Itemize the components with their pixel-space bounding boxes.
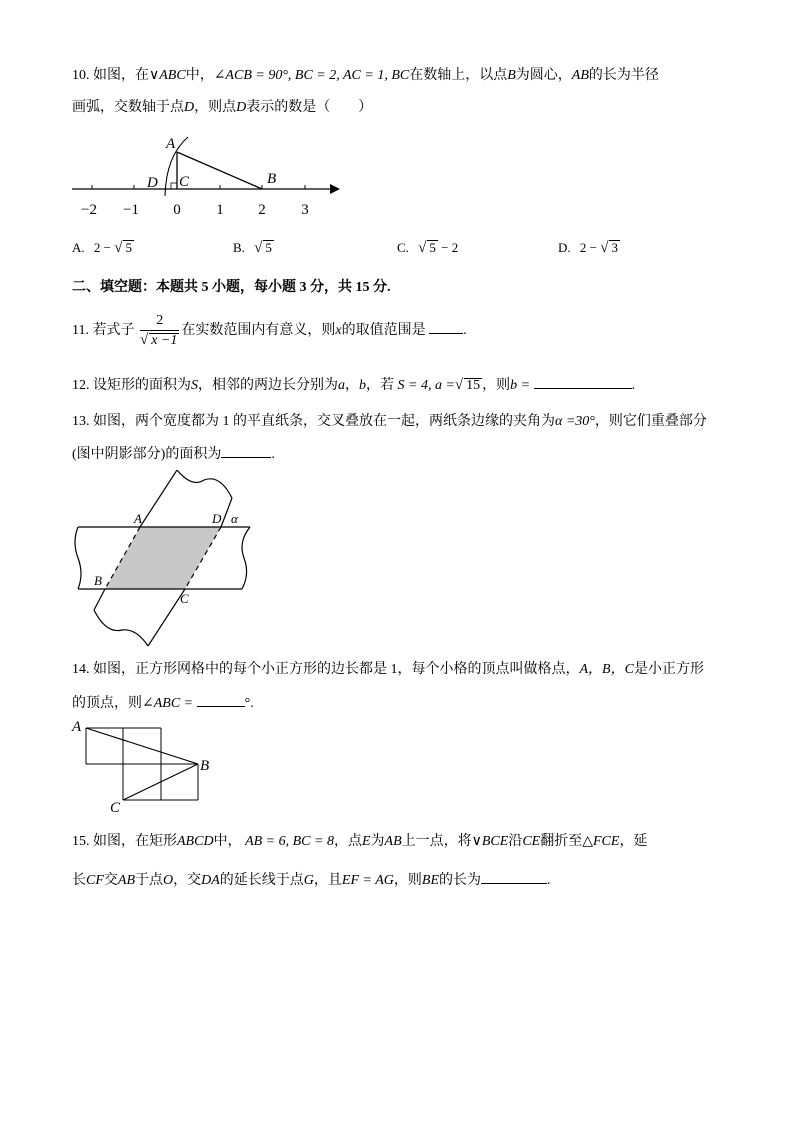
tick-label: −2 — [81, 202, 97, 218]
q15-line2 — [72, 869, 551, 890]
q12-text: ，若 — [366, 378, 394, 393]
q13-text: (图中阴影部分)的面积为 — [72, 447, 222, 462]
q14-end: . — [250, 696, 254, 711]
fraction-denominator — [140, 331, 179, 350]
tick-label: 0 — [173, 202, 181, 218]
option-c[interactable] — [397, 240, 458, 257]
answer-blank[interactable] — [197, 692, 245, 707]
q10-segment-ab: AB — [571, 68, 589, 83]
q15-text: 上一点，将 — [401, 834, 472, 849]
tick-label: 2 — [258, 202, 266, 218]
option-label: A. — [72, 240, 85, 255]
q13-figure — [70, 470, 260, 650]
label-d: D — [212, 511, 222, 526]
q15-segment: CE — [522, 834, 541, 849]
q12-var-b: b — [359, 378, 366, 393]
option-pre: 2 − — [93, 240, 111, 255]
q15-end: . — [547, 873, 551, 888]
q15-text: 的延长线于点 — [219, 873, 304, 888]
q15-text: 于点 — [135, 873, 163, 888]
q15-text: 沿 — [508, 834, 523, 849]
q12-radicand: 15 — [466, 378, 481, 393]
q14-text: 的顶点，则 — [72, 696, 142, 711]
q15-text: 为 — [370, 834, 385, 849]
q15-point-g: G — [303, 873, 314, 888]
q14-line1 — [72, 661, 704, 679]
q12-number: 12. — [72, 378, 90, 393]
q10-point-d: D — [184, 100, 195, 115]
label-b: B — [94, 573, 102, 588]
q15-text: 如图，在矩形 — [93, 834, 177, 849]
q10-line2 — [72, 99, 372, 117]
label-b: B — [200, 758, 210, 774]
q14-number: 14. — [72, 662, 90, 677]
q15-text: 长 — [72, 873, 86, 888]
q12-line — [72, 374, 635, 395]
q11-line — [72, 311, 467, 351]
q10-line1 — [72, 67, 659, 85]
label-a: A — [166, 136, 176, 152]
q15-rect: ABCD — [177, 834, 214, 849]
q12-end: . — [631, 378, 636, 393]
q10-text: 中， — [185, 68, 214, 83]
overlap-shaded — [105, 527, 221, 589]
q15-text: ，且 — [313, 873, 342, 888]
label-b: B — [267, 171, 277, 187]
q13-line2 — [72, 443, 275, 464]
q15-text: ，延 — [619, 834, 648, 849]
q11-var: x — [335, 323, 342, 338]
degree-symbol: ° — [244, 696, 251, 711]
q14-figure — [70, 718, 220, 818]
strip-wavy-end — [94, 610, 148, 646]
q10-figure — [70, 132, 350, 222]
q15-number: 15. — [72, 834, 90, 849]
sqrt-icon: √ — [139, 331, 149, 348]
label-c: C — [179, 174, 190, 190]
segment-ab — [177, 152, 262, 189]
q10-text: 为圆心， — [515, 68, 572, 83]
q14-text: 是小正方形 — [633, 662, 704, 677]
q14-line2 — [72, 692, 254, 713]
radicand: x −1 — [151, 332, 178, 348]
q10-text: 表示的数是（ ） — [246, 100, 373, 115]
strip-wavy-end — [75, 527, 81, 589]
q15-triangle: △FCE — [582, 834, 620, 849]
q12-condition: S = 4, a = — [397, 378, 455, 393]
fraction-numerator: 2 — [140, 312, 179, 331]
option-label: C. — [397, 240, 409, 255]
q13-text: ，则它们重叠部分 — [594, 414, 707, 429]
answer-blank[interactable] — [481, 869, 547, 884]
option-radicand: 5 — [125, 240, 132, 255]
q12-text: ， — [345, 378, 359, 393]
label-c: C — [110, 800, 121, 816]
option-radicand: 5 — [265, 240, 272, 255]
q11-text: 若式子 — [92, 323, 135, 338]
q10-point-d: D — [236, 100, 247, 115]
section-heading: 二、填空题：本题共 5 小题，每小题 3 分，共 15 分. — [72, 280, 391, 295]
tick-label: −1 — [123, 202, 139, 218]
q12-text: ，相邻的两边长分别为 — [198, 378, 338, 393]
q10-point-b: B — [507, 68, 516, 83]
q11-text: 在实数范围内有意义，则 — [181, 323, 336, 338]
q11-fraction — [140, 312, 179, 350]
option-d[interactable] — [558, 240, 620, 257]
q14-points: A，B，C — [579, 662, 634, 677]
axis-arrow-icon — [330, 184, 340, 194]
option-radicand: 3 — [611, 240, 618, 255]
q11-number: 11. — [72, 323, 89, 338]
q15-point-e: E — [361, 834, 371, 849]
q14-angle: ∠ABC = — [142, 696, 194, 711]
q15-point-o: O — [163, 873, 174, 888]
q15-text: 翻折至 — [540, 834, 583, 849]
q15-segment: BE — [421, 873, 439, 888]
q15-text: ，交 — [173, 873, 202, 888]
strip-wavy-end — [242, 527, 250, 589]
q15-segment: CF — [86, 873, 104, 888]
sqrt-icon: √ — [254, 240, 263, 256]
segment-ab — [86, 728, 198, 764]
q10-number: 10. — [72, 68, 90, 83]
q11-text: 的取值范围是 — [341, 323, 426, 338]
option-b[interactable] — [233, 240, 274, 257]
option-label: B. — [233, 240, 245, 255]
q15-line1 — [72, 833, 647, 851]
q13-end: . — [271, 447, 275, 462]
option-post: − 2 — [441, 240, 459, 255]
q10-text: 如图，在 — [93, 68, 149, 83]
q15-text: 中， — [213, 834, 242, 849]
q15-condition: EF = AG — [341, 873, 394, 888]
q10-text: 的长为半径 — [588, 68, 659, 83]
q15-text: ，则 — [393, 873, 422, 888]
q10-text: ，则点 — [194, 100, 237, 115]
q12-text: 设矩形的面积为 — [93, 378, 191, 393]
q10-tri-name: ABC — [159, 68, 186, 83]
q12-b-eq: b = — [510, 378, 531, 393]
q15-segment: AB — [384, 834, 402, 849]
q12-var-a: a — [338, 378, 345, 393]
q15-text: ，点 — [333, 834, 362, 849]
q13-number: 13. — [72, 414, 90, 429]
strip-wavy-end — [177, 470, 232, 498]
q10-text: 在数轴上，以点 — [409, 68, 508, 83]
option-a[interactable] — [72, 240, 134, 257]
label-d: D — [147, 175, 158, 191]
sqrt-icon: √ — [418, 240, 427, 256]
q10-text: 画弧，交数轴于点 — [72, 100, 184, 115]
answer-blank[interactable] — [221, 443, 271, 458]
label-c: C — [180, 591, 189, 606]
strip-edge — [140, 470, 177, 527]
answer-blank[interactable] — [534, 374, 632, 389]
sqrt-icon: √ — [600, 240, 609, 256]
q10-condition: ∠ACB = 90°, BC = 2, AC = 1, BC — [213, 68, 410, 83]
label-a: A — [134, 511, 142, 526]
q15-text: 交 — [103, 873, 118, 888]
option-label: D. — [558, 240, 571, 255]
q13-text: 如图，两个宽度都为 1 的平直纸条，交叉叠放在一起，两纸条边缘的夹角为 — [93, 414, 555, 429]
q14-text: 如图，正方形网格中的每个小正方形的边长都是 1，每个小格的顶点叫做格点， — [93, 662, 580, 677]
answer-blank[interactable] — [429, 319, 463, 334]
label-alpha: α — [231, 511, 238, 526]
q15-condition: AB = 6, BC = 8 — [245, 834, 334, 849]
sqrt-icon: √ — [114, 240, 123, 256]
q13-alpha: α =30° — [555, 414, 595, 429]
tick-label: 3 — [301, 202, 309, 218]
q15-segment: DA — [201, 873, 220, 888]
q13-line1 — [72, 413, 707, 431]
option-pre: 2 − — [579, 240, 597, 255]
strip-edge — [94, 589, 105, 610]
q12-text: ，则 — [482, 378, 511, 393]
q15-text: 的长为 — [439, 873, 481, 888]
tick-label: 1 — [216, 202, 224, 218]
label-a: A — [72, 719, 82, 735]
sqrt-icon: √ — [454, 377, 464, 393]
q11-end: . — [463, 323, 467, 338]
q10-tri-sym: ∨ — [149, 68, 160, 83]
q12-var-s: S — [191, 378, 198, 393]
option-radicand: 5 — [429, 240, 436, 255]
q15-segment: AB — [117, 873, 135, 888]
right-angle-mark — [171, 183, 177, 189]
q15-triangle: ∨BCE — [471, 834, 509, 849]
